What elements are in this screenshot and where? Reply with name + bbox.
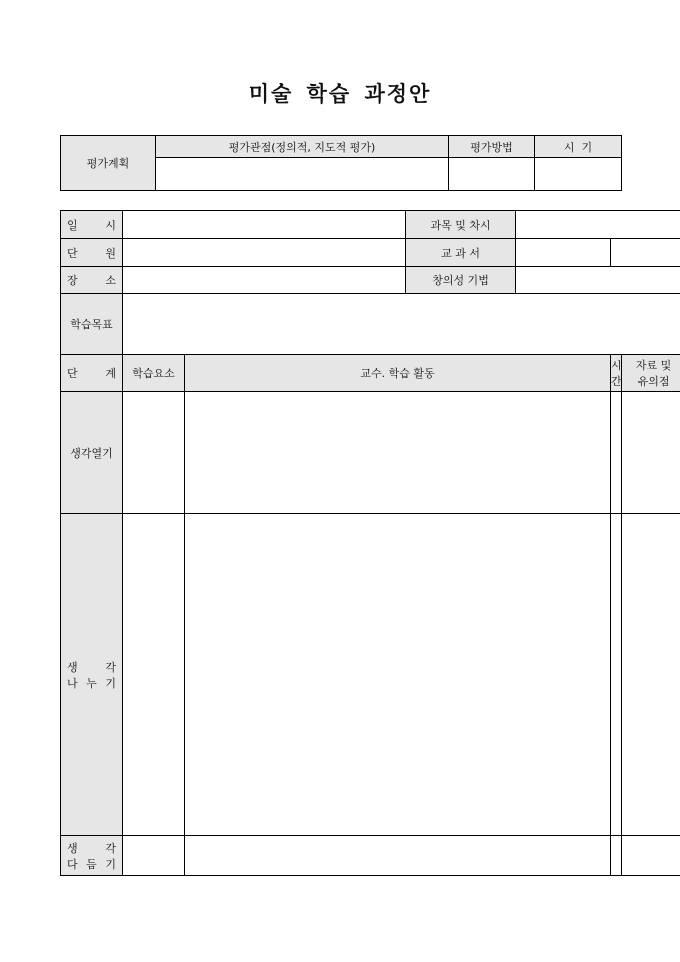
stage-sharing-line1: 생 각 [67,660,116,674]
materials-header-line1: 자료 및 [635,359,672,372]
stage-refining-materials[interactable] [622,836,680,876]
stage-refining-label [61,836,123,876]
time-header: 시간 [611,355,622,392]
materials-notes-header [622,355,680,392]
evaluation-plan-table [60,135,622,191]
unit-label: 단 원 [61,239,123,267]
unit-field[interactable] [123,239,406,267]
eval-plan-label: 평가계획 [61,136,156,191]
stage-opening-element[interactable] [123,392,185,514]
eval-viewpoint-header: 평가관점(정의적, 지도적 평가) [156,136,449,158]
stage-refining-activity[interactable] [185,836,611,876]
place-label: 장 소 [61,267,123,294]
lesson-plan-table [60,210,680,876]
date-label: 일 시 [61,211,123,239]
stage-header: 단 계 [61,355,123,392]
teaching-activity-header: 교수. 학습 활동 [185,355,611,392]
stage-sharing-line2: 나 누 기 [67,676,116,690]
eval-viewpoint-field[interactable] [156,158,449,191]
place-field[interactable] [123,267,406,294]
eval-method-header: 평가방법 [449,136,535,158]
learning-goal-label: 학습목표 [61,294,123,355]
stage-opening-materials[interactable] [622,392,680,514]
learning-goal-field[interactable] [123,294,680,355]
stage-sharing-materials[interactable] [622,514,680,836]
eval-time-field[interactable] [535,158,622,191]
date-field[interactable] [123,211,406,239]
stage-sharing-activity[interactable] [185,514,611,836]
stage-refining-element[interactable] [123,836,185,876]
page-title: 미술 학습 과정안 [248,81,432,106]
stage-sharing-element[interactable] [123,514,185,836]
stage-opening-time[interactable] [611,392,622,514]
textbook-field[interactable] [516,239,611,267]
stage-refining-time[interactable] [611,836,622,876]
creativity-technique-field[interactable] [516,267,680,294]
stage-opening-activity[interactable] [185,392,611,514]
textbook-label: 교 과 서 [406,239,516,267]
subject-period-field[interactable] [516,211,680,239]
creativity-technique-label: 창의성 기법 [406,267,516,294]
stage-refining-line1: 생 각 [67,841,116,855]
eval-time-header: 시 기 [535,136,622,158]
materials-header-line2: 유의점 [637,375,670,388]
stage-sharing-time[interactable] [611,514,622,836]
learning-element-header: 학습요소 [123,355,185,392]
stage-refining-line2: 다 듬 기 [67,857,116,871]
subject-period-label: 과목 및 차시 [406,211,516,239]
stage-sharing-label [61,514,123,836]
eval-method-field[interactable] [449,158,535,191]
stage-opening-label: 생각열기 [61,392,123,514]
textbook-extra-field[interactable] [611,239,680,267]
